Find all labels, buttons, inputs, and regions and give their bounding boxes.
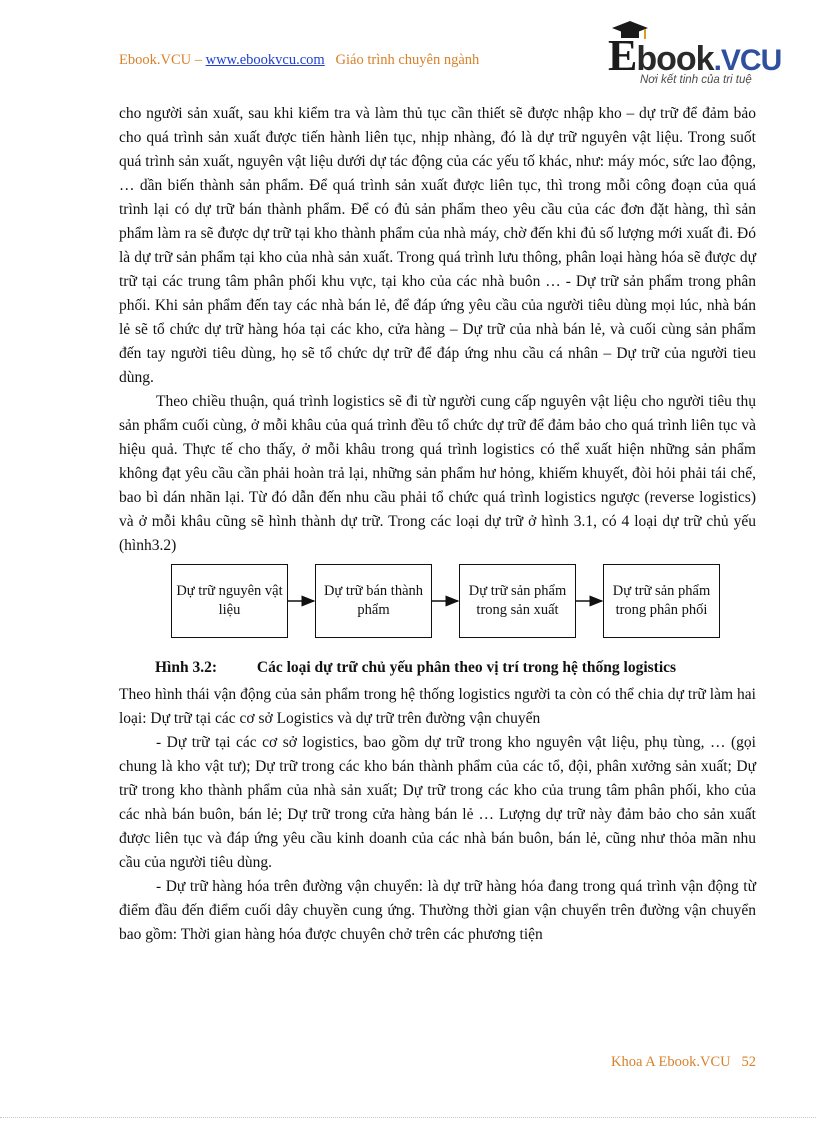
diagram-box-raw-materials: Dự trữ nguyên vật liệu [171,564,288,638]
diagram-box-production: Dự trữ sản phẩm trong sản xuất [459,564,576,638]
page-number: 52 [741,1054,756,1070]
paragraph-5: - Dự trữ hàng hóa trên đường vận chuyển: là dự trữ hàng hóa đang trong quá trình vận động từ điểm đầu đến điểm cuối dây chuyền cung ứng. Thường thời gian vận chuyển trên đường vận chuyển bao gồm: Thời gian hàng hóa được chuyên chở trên các phương tiện [119,878,756,943]
header-section: Giáo trình chuyên ngành [335,52,480,68]
diagram-box-semi-finished: Dự trữ bán thành phẩm [315,564,432,638]
page-header [119,52,479,69]
logo-e-letter: E [608,31,637,80]
inventory-types-diagram [119,564,756,656]
caption-text: Các loại dự trữ chủ yếu phân theo vị trí trong hệ thống logistics [256,659,677,676]
header-url-link[interactable]: www.ebookvcu.com [205,52,325,68]
footer-text: Khoa A Ebook.VCU [611,1054,731,1070]
diagram-box-distribution: Dự trữ sản phẩm trong phân phối [603,564,720,638]
header-brand: Ebook.VCU [119,52,192,68]
logo-vcu-word: .VCU [713,44,782,77]
caption-label: Hình 3.2: [155,659,218,676]
logo-tagline: Nơi kết tinh của tri tuệ [640,74,752,86]
ebook-vcu-logo [600,18,780,98]
page-body [119,102,756,947]
page-footer [611,1054,756,1071]
footer-divider [0,1117,816,1118]
header-dash: – [194,52,202,68]
paragraph-4: - Dự trữ tại các cơ sở logistics, bao gồm dự trữ trong kho nguyên vật liệu, phụ tùng, … (gọi chung là kho vật tư); Dự trữ trong các kho bán thành phẩm của các tổ, đội, phân xưởng sản xuất; Dự trữ trong kho thành phẩm của nhà sản xuất; Dự trữ trong các kho của trung tâm phân phối, kho của các nhà bán buôn, bán lẻ; Dự trữ trong cửa hàng bán lẻ … Lượng dự trữ này đảm bảo cho sản xuất được liên tục và đáp ứng yêu cầu kinh doanh của các nhà bán buôn, bán lẻ, cũng như thỏa mãn nhu cầu của người tiêu dùng. [119,734,756,871]
paragraph-2: Theo chiều thuận, quá trình logistics sẽ đi từ người cung cấp nguyên vật liệu cho người tiêu thụ sản phẩm cuối cùng, ở mỗi khâu của quá trình đều tổ chức dự trữ để đảm bảo cho quá trình liên tục và hiệu quả. Thực tế cho thấy, ở mỗi khâu trong quá trình logistics có thể xuất hiện những sản phẩm không đạt yêu cầu cần phải hoàn trả lại, những sản phẩm hư hỏng, khiếm khuyết, đòi hỏi phải tái chế, bao bì dán nhãn lại. Từ đó dẫn đến nhu cầu phải tổ chức quá trình logistics ngược (reverse logistics) và ở mỗi khâu cũng sẽ hình thành dự trữ. Trong các loại dự trữ ở hình 3.1, có 4 loại dự trữ chủ yếu (hình3.2) [119,393,756,554]
paragraph-3: Theo hình thái vận động của sản phẩm trong hệ thống logistics người ta còn có thể chia dự trữ làm hai loại: Dự trữ tại các cơ sở Logistics và dự trữ trên đường vận chuyển [119,686,756,727]
paragraph-1: cho người sản xuất, sau khi kiểm tra và làm thủ tục cần thiết sẽ được nhập kho – dự trữ để đảm bảo cho quá trình sản xuất được tiến hành liên tục, nhịp nhàng, đó là dự trữ nguyên vật liệu. Trong suốt quá trình sản xuất, nguyên vật liệu dưới dự tác động của các yếu tố khác, như: máy móc, sức lao động, … dần biến thành sản phẩm. Để quá trình sản xuất được liên tục, thì trong mỗi công đoạn của quá trình lại có dự trữ bán thành phẩm. Để có đủ sản phẩm theo yêu cầu của các đơn đặt hàng, thì sản phẩm làm ra sẽ được dự trữ tại kho thành phẩm của nhà máy, chờ đến khi đủ số lượng mới xuất đi. Đó là dự trữ sản phẩm tại kho của nhà sản xuất. Trong quá trình lưu thông, phân loại hàng hóa sẽ được dự trữ tại các trung tâm phân phối khu vực, tại kho của các nhà buôn … - Dự trữ sản phẩm trong phân phối. Khi sản phẩm đến tay các nhà bán lẻ, để đáp ứng yêu cầu của người tiêu dùng mọi lúc, nhà bán lẻ sẽ tổ chức dự trữ hàng hóa tại các kho, cửa hàng – Dự trữ của nhà bán lẻ, và cuối cùng sản phẩm đến tay người tiêu dùng, họ sẽ tổ chức dự trữ để đáp ứng nhu cầu cá nhân – Dự trữ của người tieu dùng. [119,105,756,386]
logo-book-word: book [636,40,714,78]
diagram-arrows [119,564,756,638]
figure-caption [119,656,756,680]
